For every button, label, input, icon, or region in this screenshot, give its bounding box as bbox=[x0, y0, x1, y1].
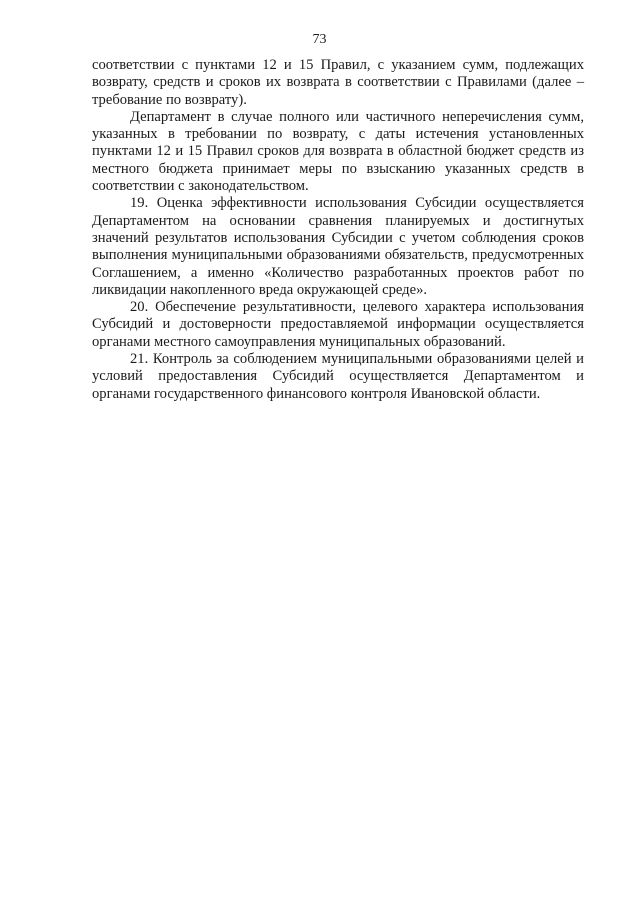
paragraph-20-responsibility: 20. Обеспечение результативности, целевого характера использования Субсидий и достоверности предоставляемой информации осуществляется органами местного самоуправления муниципальных образований. bbox=[92, 299, 584, 350]
paragraph-19-efficiency-assessment: 19. Оценка эффективности использования Субсидии осуществляется Департаментом на основании сравнения планируемых и достигнутых значений результатов использования Субсидии с учетом соблюдения сроков выполнения муниципальными образованиями обязательств, предусмотренных Соглашением, а именно «Количество разработанных проектов работ по ликвидации накопленного вреда окружающей среде». bbox=[92, 195, 584, 298]
page-number: 73 bbox=[312, 32, 327, 47]
document-body bbox=[92, 57, 584, 403]
paragraph-continuation: соответствии с пунктами 12 и 15 Правил, с указанием сумм, подлежащих возврату, средств и сроков их возврата в соответствии с Правилами (далее – требование по возврату). bbox=[92, 57, 584, 108]
paragraph-21-control: 21. Контроль за соблюдением муниципальными образованиями целей и условий предоставления Субсидий осуществляется Департаментом и органами государственного финансового контроля Ивановской области. bbox=[92, 351, 584, 402]
paragraph-department-recovery: Департамент в случае полного или частичного неперечисления сумм, указанных в требовании по возврату, с даты истечения установленных пунктами 12 и 15 Правил сроков для возврата в областной бюджет средств из местного бюджета принимает меры по взысканию указанных средств в соответствии с законодательством. bbox=[92, 108, 584, 195]
